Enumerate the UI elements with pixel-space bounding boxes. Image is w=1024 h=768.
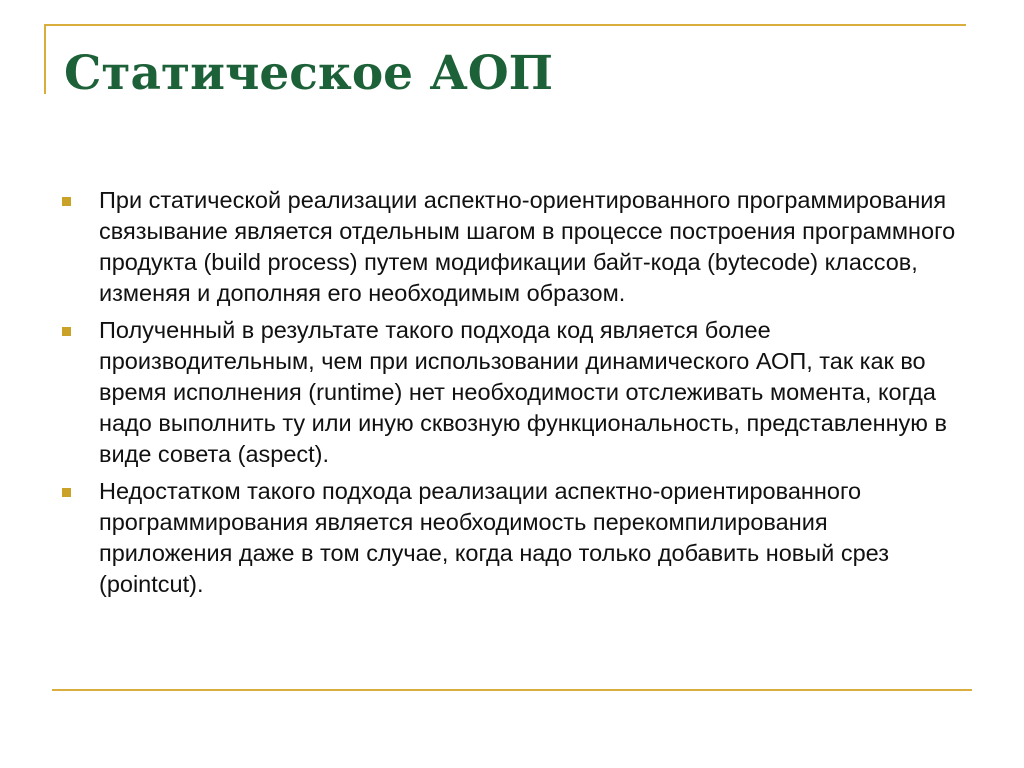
bullet-text: Полученный в результате такого подхода код является более производительным, чем при использовании динамического АОП, так как во время исполнения (runtime) нет необходимости отслеживать момента, когда надо выполнить ту или иную сквозную функциональность, представленную в виде совета (aspect). xyxy=(99,317,947,467)
bullet-item xyxy=(60,185,965,309)
bottom-divider xyxy=(52,689,972,691)
square-bullet-icon xyxy=(62,327,71,336)
bullet-item xyxy=(60,476,965,600)
bullet-text: Недостатком такого подхода реализации аспектно-ориентированного программирования является необходимость перекомпилирования приложения даже в том случае, когда надо только добавить новый срез (pointcut). xyxy=(99,478,889,597)
square-bullet-icon xyxy=(62,488,71,497)
bullet-text: При статической реализации аспектно-ориентированного программирования связывание является отдельным шагом в процессе построения программного продукта (build process) путем модификации байт-кода (bytecode) классов, изменяя и дополняя его необходимым образом. xyxy=(99,187,956,306)
bullet-list xyxy=(60,185,965,606)
top-divider xyxy=(44,24,966,26)
square-bullet-icon xyxy=(62,197,71,206)
bullet-item xyxy=(60,315,965,470)
slide-title: Статическое АОП xyxy=(64,46,554,101)
left-divider xyxy=(44,24,46,94)
